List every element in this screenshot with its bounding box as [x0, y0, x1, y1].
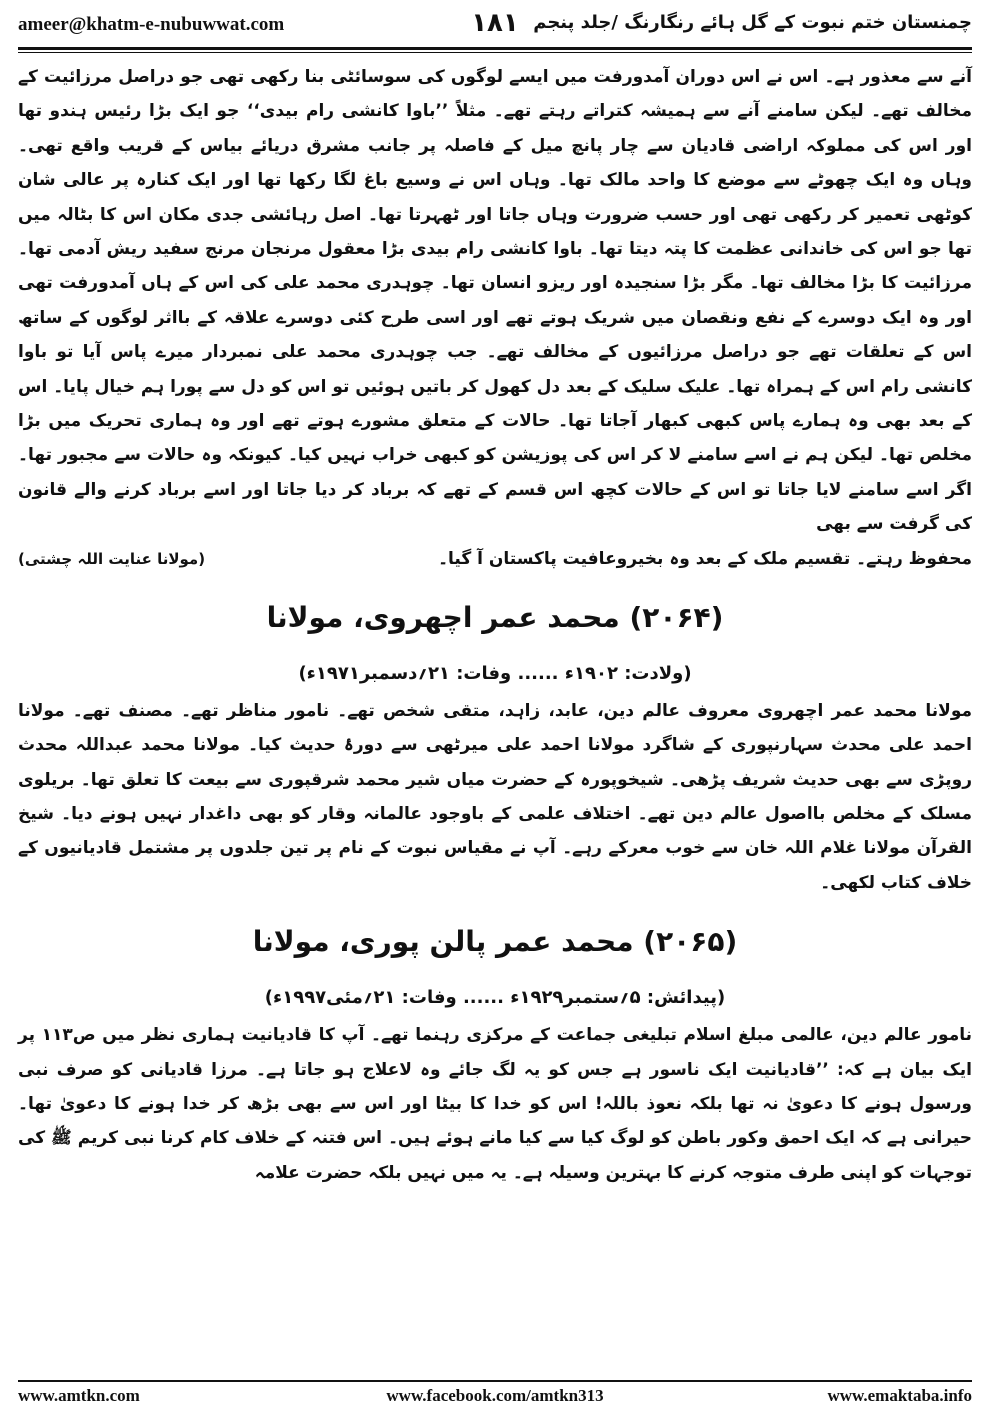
- footer-link-amtkn[interactable]: www.amtkn.com: [18, 1386, 140, 1405]
- footer-link-facebook[interactable]: www.facebook.com/amtkn313: [386, 1386, 604, 1405]
- header-rule-thin: [18, 52, 972, 53]
- page-body: [18, 60, 972, 1190]
- section-continued-text: [18, 60, 972, 576]
- footer-rule: [18, 1380, 972, 1382]
- paragraph: مولانا محمد عمر اچھروی معروف عالم دین، عابد، زاہد، متقی شخص تھے۔ نامور مناظر تھے۔ مصنف تھے۔ مولانا احمد علی محدث سہارنپوری کے شاگرد مولانا احمد علی میرٹھی سے دورۂ حدیث کیا۔ مولانا محمد عبداللہ محدث روپڑی سے بھی حدیث شریف پڑھی۔ شیخوپورہ کے حضرت میاں شیر محمد شرقپوری سے بیعت کا تعلق تھا۔ بریلوی مسلک کے مخلص بااصول عالم دین تھے۔ اختلاف علمی کے باوجود عالمانہ وقار کو بھی داغدار نہیں ہونے دیا۔ شیخ القرآن مولانا غلام اللہ خان سے خوب معرکے رہے۔ آپ نے مقیاس نبوت کے نام پر تین جلدوں پر مشتمل قادیانیوں کے خلاف کتاب لکھی۔: [18, 700, 972, 893]
- entry-dates-2065: (پیدائش: ۵؍ستمبر۱۹۲۹ء ...... وفات: ۲۱؍مئی۱۹۹۷ء): [264, 987, 726, 1009]
- paragraph: آنے سے معذور ہے۔ اس نے اس دوران آمدورفت میں ایسے لوگوں کی سوسائٹی بنا رکھی تھی جو دراصل مرزائیت کے مخالف تھے۔ لیکن سامنے آنے سے ہمیشہ کتراتے رہتے تھے۔ مثلاً ’’باوا کانشی رام بیدی‘‘ جو ایک بڑا رئیس ہندو تھا اور اس کی مملوکہ اراضی قادیان سے چار پانچ میل کے فاصلہ پر جانب مشرق دریائے بیاس کے قریب واقع تھی۔ وہاں وہ ایک چھوٹے سے موضع کا واحد مالک تھا۔ وہاں اس نے وسیع باغ لگا رکھا تھا اور ایک کنارہ پر عالی شان کوٹھی تعمیر کر رکھی تھی اور حسب ضرورت وہاں جاتا اور ٹھہرتا تھا۔ اصل رہائشی جدی مکان اس کا بٹالہ میں تھا جو اس کی خاندانی عظمت کا پتہ دیتا تھا۔ باوا کانشی رام بیدی بڑا معقول مرنجان مرنج سفید ریش آدمی تھا۔ مرزائیت کا بڑا مخالف تھا۔ مگر بڑا سنجیدہ اور ریزو انسان تھا۔ چوہدری محمد علی کی اس کے ہاں آمدورفت تھی اور وہ ایک دوسرے کے نفع ونقصان میں شریک ہوتے تھے اور اسی طرح کئی دوسرے علاقہ کے بااثر لوگوں کے ساتھ اس کے تعلقات تھے جو دراصل مرزائیوں کے مخالف تھے۔ جب چوہدری محمد علی نمبردار میرے پاس آیا تو باوا کانشی رام اس کے ہمراہ تھا۔ علیک سلیک کے بعد دل کھول کر باتیں ہوئیں تو اس کو دل سے پورا ہم خیال پایا۔ اس کے بعد بھی وہ ہمارے پاس کبھی کبھار آجاتا تھا۔ حالات کے متعلق مشورے ہوتے تھے اور وہ ہماری تحریک میں بڑا مخلص تھا۔ لیکن ہم نے اسے سامنے لا کر اس کی پوزیشن کو کبھی خراب نہیں کیا۔ کیونکہ وہ حالات سے مجبور تھا۔ اگر اسے سامنے لایا جاتا تو اس کے حالات کچھ اس قسم کے تھے کہ برباد کر دیا جاتا اور اسے برباد کرنے والے قانون کی گرفت سے بھی: [18, 67, 972, 535]
- book-title: چمنستان ختم نبوت کے گل ہائے رنگارنگ /جلد پنجم: [533, 12, 972, 33]
- closing-sentence: محفوظ رہتے۔ تقسیم ملک کے بعد وہ بخیروعافیت پاکستان آ گیا۔: [438, 548, 972, 569]
- page-header: [18, 8, 972, 44]
- page-number: ۱۸۱: [471, 8, 519, 38]
- page-footer: [18, 1386, 972, 1412]
- paragraph: نامور عالم دین، عالمی مبلغ اسلام تبلیغی جماعت کے مرکزی رہنما تھے۔ آپ کا قادیانیت ہماری نظر میں ص۱۱۳ پر ایک بیان ہے کہ: ’’قادیانیت ایک ناسور ہے جس کو یہ لگ جائے وہ لاعلاج ہو جاتا ہے۔ مرزا قادیانی کو صرف نبی ورسول ہونے کا دعویٰ نہ تھا بلکہ نعوذ باللہ! اس کو خدا کا بیٹا اور اس سے بھی بڑھ کر خدا ہونے کا دعویٰ تھا۔ حیرانی ہے کہ ایک احمق وکور باطن کو لوگ کیا سے کیا مانے ہوئے ہیں۔ اس فتنہ کے خلاف کام کرنا نبی کریم ﷺ کی توجہات کو اپنی طرف متوجہ کرنے کا بہترین وسیلہ ہے۔ یہ میں نہیں بلکہ حضرت علامہ: [18, 1025, 972, 1183]
- header-email: ameer@khatm-e-nubuwwat.com: [18, 14, 285, 35]
- entry-text-2064: [18, 694, 972, 900]
- entry-heading-2065: (۲۰۶۵) محمد عمر پالن پوری، مولانا: [252, 925, 738, 959]
- entry-text-2065: [18, 1018, 972, 1190]
- footer-link-emaktaba[interactable]: www.emaktaba.info: [827, 1386, 972, 1405]
- entry-heading-2064: (۲۰۶۴) محمد عمر اچھروی، مولانا: [266, 600, 724, 634]
- author-signature: (مولانا عنایت اللہ چشتی): [18, 549, 206, 568]
- header-rule: [18, 47, 972, 50]
- closing-line: [18, 542, 972, 576]
- entry-dates-2064: (ولادت: ۱۹۰۲ء ...... وفات: ۲۱؍دسمبر۱۹۷۱ء): [298, 662, 692, 684]
